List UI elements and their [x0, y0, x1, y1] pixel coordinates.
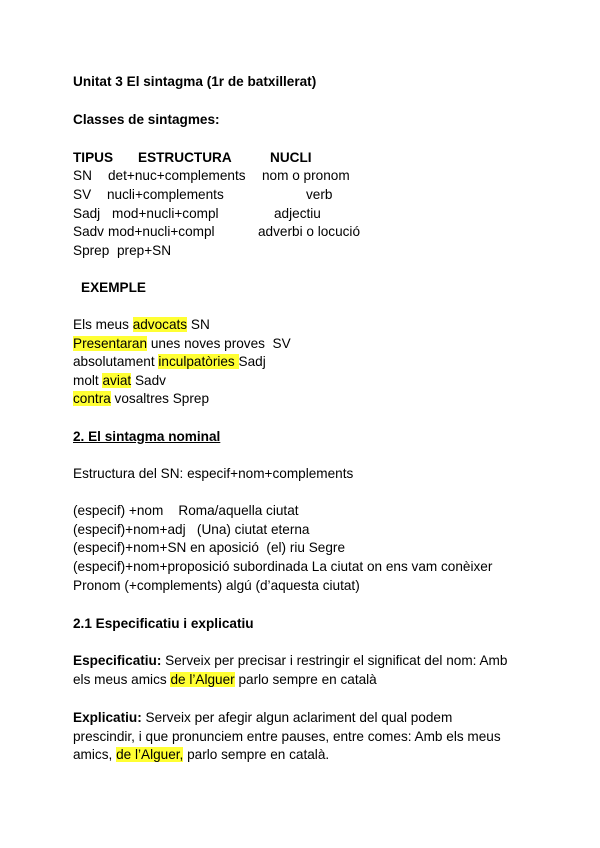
- sn-line: (especif)+nom+adj (Una) ciutat eterna: [73, 522, 310, 537]
- highlight: aviat: [102, 373, 132, 388]
- explicatiu-paragraph-line3: amics, de l’Alguer, parlo sempre en català.: [73, 747, 330, 762]
- explicatiu-paragraph: Explicatiu: Serveix per afegir algun aclariment del qual podem: [73, 710, 453, 725]
- sn-line: (especif)+nom+SN en aposició (el) riu Segre: [73, 540, 346, 555]
- row-estructura: mod+nucli+compl: [112, 206, 219, 221]
- example-line: Presentaran unes noves proves SV: [73, 336, 291, 351]
- sn-line: Pronom (+complements) algú (d’aquesta ciutat): [73, 578, 360, 593]
- especificatiu-label: Especificatiu:: [73, 653, 162, 668]
- document-title: Unitat 3 El sintagma (1r de batxillerat): [73, 74, 317, 89]
- especificatiu-paragraph-line2: els meus amics de l’Alguer parlo sempre en català: [73, 672, 377, 687]
- row-nucli: adverbi o locució: [258, 224, 361, 239]
- classes-heading: Classes de sintagmes:: [73, 112, 220, 127]
- sn-line: (especif)+nom+proposició subordinada La ciutat on ens vam conèixer: [73, 559, 493, 574]
- row-tipus: SV: [73, 187, 92, 202]
- highlight: inculpatòries: [158, 354, 239, 369]
- exemple-heading: EXEMPLE: [81, 280, 146, 295]
- section-2-1-heading: 2.1 Especificatiu i explicatiu: [73, 616, 254, 631]
- especificatiu-paragraph: Especificatiu: Serveix per precisar i restringir el significat del nom: Amb: [73, 653, 508, 668]
- highlight: de l’Alguer,: [116, 747, 184, 762]
- header-tipus: TIPUS: [73, 150, 114, 165]
- example-line: Els meus advocats SN: [73, 317, 210, 332]
- row-estructura: det+nuc+complements: [108, 168, 246, 183]
- highlight: de l’Alguer: [170, 672, 235, 687]
- row-nucli: adjectiu: [274, 206, 321, 221]
- row-estructura: mod+nucli+compl: [108, 224, 215, 239]
- row-tipus: Sprep: [73, 243, 110, 258]
- highlight: advocats: [132, 317, 188, 332]
- example-line: molt aviat Sadv: [73, 373, 166, 388]
- explicatiu-label: Explicatiu:: [73, 710, 142, 725]
- sn-structure: Estructura del SN: especif+nom+complements: [73, 466, 354, 481]
- header-estructura: ESTRUCTURA: [138, 150, 232, 165]
- row-tipus: SN: [73, 168, 92, 183]
- explicatiu-paragraph-line2: prescindir, i que pronunciem entre pauses, entre comes: Amb els meus: [73, 729, 501, 744]
- row-tipus: Sadj: [73, 206, 101, 221]
- example-line: contra vosaltres Sprep: [73, 391, 210, 406]
- row-tipus: Sadv: [73, 224, 104, 239]
- row-nucli: verb: [306, 187, 333, 202]
- highlight: Presentaran: [73, 336, 148, 351]
- highlight: contra: [73, 391, 111, 406]
- row-estructura: nucli+complements: [107, 187, 224, 202]
- row-estructura: prep+SN: [117, 243, 172, 258]
- header-nucli: NUCLI: [270, 150, 312, 165]
- section-2-heading: 2. El sintagma nominal: [73, 429, 221, 444]
- row-nucli: nom o pronom: [262, 168, 350, 183]
- sn-line: (especif) +nom Roma/aquella ciutat: [73, 503, 299, 518]
- example-line: absolutament inculpatòries Sadj: [73, 354, 266, 369]
